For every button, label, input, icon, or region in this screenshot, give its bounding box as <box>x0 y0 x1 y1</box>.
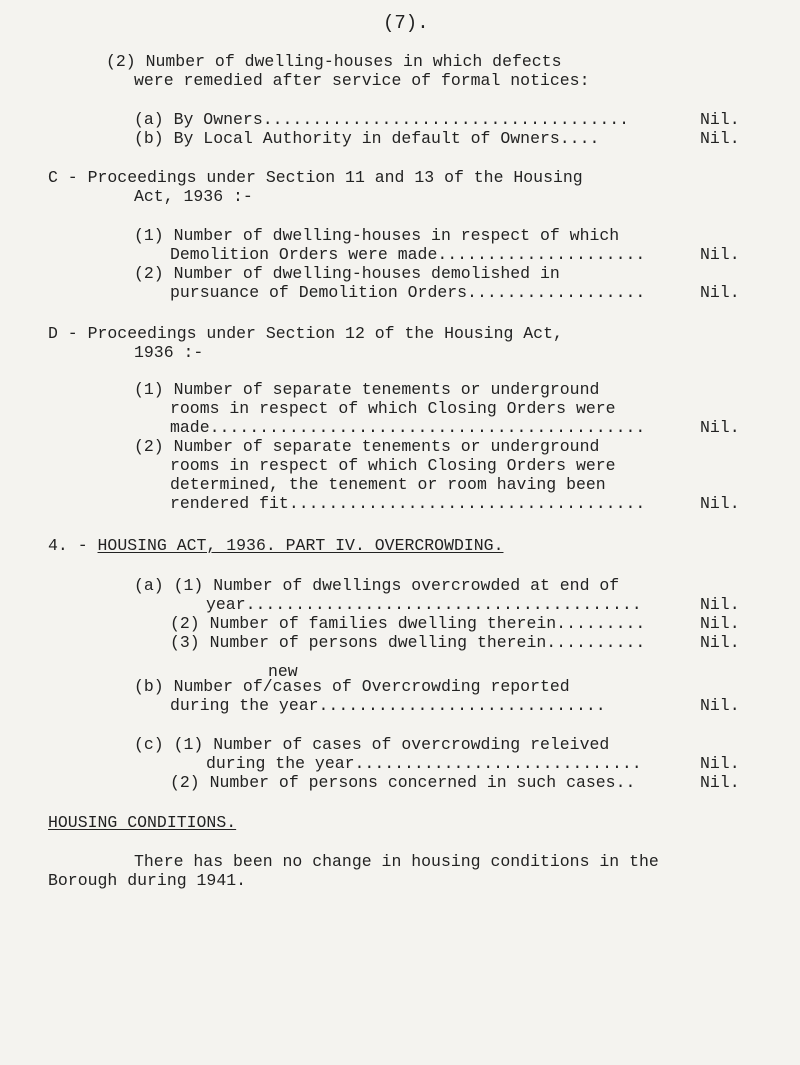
housing-conditions-line2: Borough during 1941. <box>48 871 247 890</box>
section-4c-line2: during the year............................. <box>206 754 642 773</box>
section-d-item1-line2: rooms in respect of which Closing Orders were <box>170 399 616 418</box>
b2-item-a: (a) By Owners..................................... <box>134 110 630 129</box>
b2-line1: (2) Number of dwelling-houses in which defects <box>106 52 562 71</box>
section-c-item2-value: Nil. <box>700 283 740 302</box>
section-d-line2: 1936 :- <box>134 343 204 362</box>
section-d-item2-value: Nil. <box>700 494 740 513</box>
section-4b-line1: (b) Number of/cases of Overcrowding reported <box>134 677 570 696</box>
section-c-line2: Act, 1936 :- <box>134 187 253 206</box>
section-4b-insert: new <box>268 662 298 681</box>
section-4a3-value: Nil. <box>700 633 740 652</box>
housing-conditions-heading: HOUSING CONDITIONS. <box>48 813 237 832</box>
section-4-prefix: 4. - <box>48 536 98 555</box>
section-4-heading <box>48 536 503 555</box>
section-4a2-value: Nil. <box>700 614 740 633</box>
section-c-item2-line2: pursuance of Demolition Orders.................. <box>170 283 646 302</box>
b2-item-a-value: Nil. <box>700 110 740 129</box>
section-4-title: HOUSING ACT, 1936. PART IV. OVERCROWDING. <box>97 536 504 555</box>
section-4a1-value: Nil. <box>700 595 740 614</box>
section-d-item1-line3: made............................................ <box>170 418 646 437</box>
section-4a2: (2) Number of families dwelling therein......... <box>170 614 646 633</box>
section-d-item2-line1: (2) Number of separate tenements or underground <box>134 437 600 456</box>
section-4a3: (3) Number of persons dwelling therein.......... <box>170 633 646 652</box>
section-c-line1: C - Proceedings under Section 11 and 13 of the Housing <box>48 168 583 187</box>
section-4c2-value: Nil. <box>700 773 740 792</box>
section-c-item1-line2: Demolition Orders were made..................... <box>170 245 646 264</box>
housing-conditions-line1: There has been no change in housing conditions in the <box>134 852 659 871</box>
section-c-item1-line1: (1) Number of dwelling-houses in respect of which <box>134 226 620 245</box>
section-c-item2-line1: (2) Number of dwelling-houses demolished in <box>134 264 560 283</box>
section-d-item2-line4: rendered fit.................................... <box>170 494 646 513</box>
page-number: (7). <box>383 12 429 34</box>
section-c-item1-value: Nil. <box>700 245 740 264</box>
section-d-item1-line1: (1) Number of separate tenements or underground <box>134 380 600 399</box>
section-d-item1-value: Nil. <box>700 418 740 437</box>
section-4c1-value: Nil. <box>700 754 740 773</box>
section-4c2: (2) Number of persons concerned in such cases.. <box>170 773 636 792</box>
b2-line2: were remedied after service of formal notices: <box>134 71 590 90</box>
section-4b-line2: during the year............................. <box>170 696 606 715</box>
section-4a-line2: year........................................ <box>206 595 642 614</box>
section-4c-line1: (c) (1) Number of cases of overcrowding releived <box>134 735 610 754</box>
section-d-line1: D - Proceedings under Section 12 of the Housing Act, <box>48 324 563 343</box>
b2-item-b: (b) By Local Authority in default of Owners.... <box>134 129 600 148</box>
section-d-item2-line3: determined, the tenement or room having been <box>170 475 606 494</box>
b2-item-b-value: Nil. <box>700 129 740 148</box>
section-4b-value: Nil. <box>700 696 740 715</box>
section-d-item2-line2: rooms in respect of which Closing Orders were <box>170 456 616 475</box>
section-4a-line1: (a) (1) Number of dwellings overcrowded at end of <box>134 576 620 595</box>
